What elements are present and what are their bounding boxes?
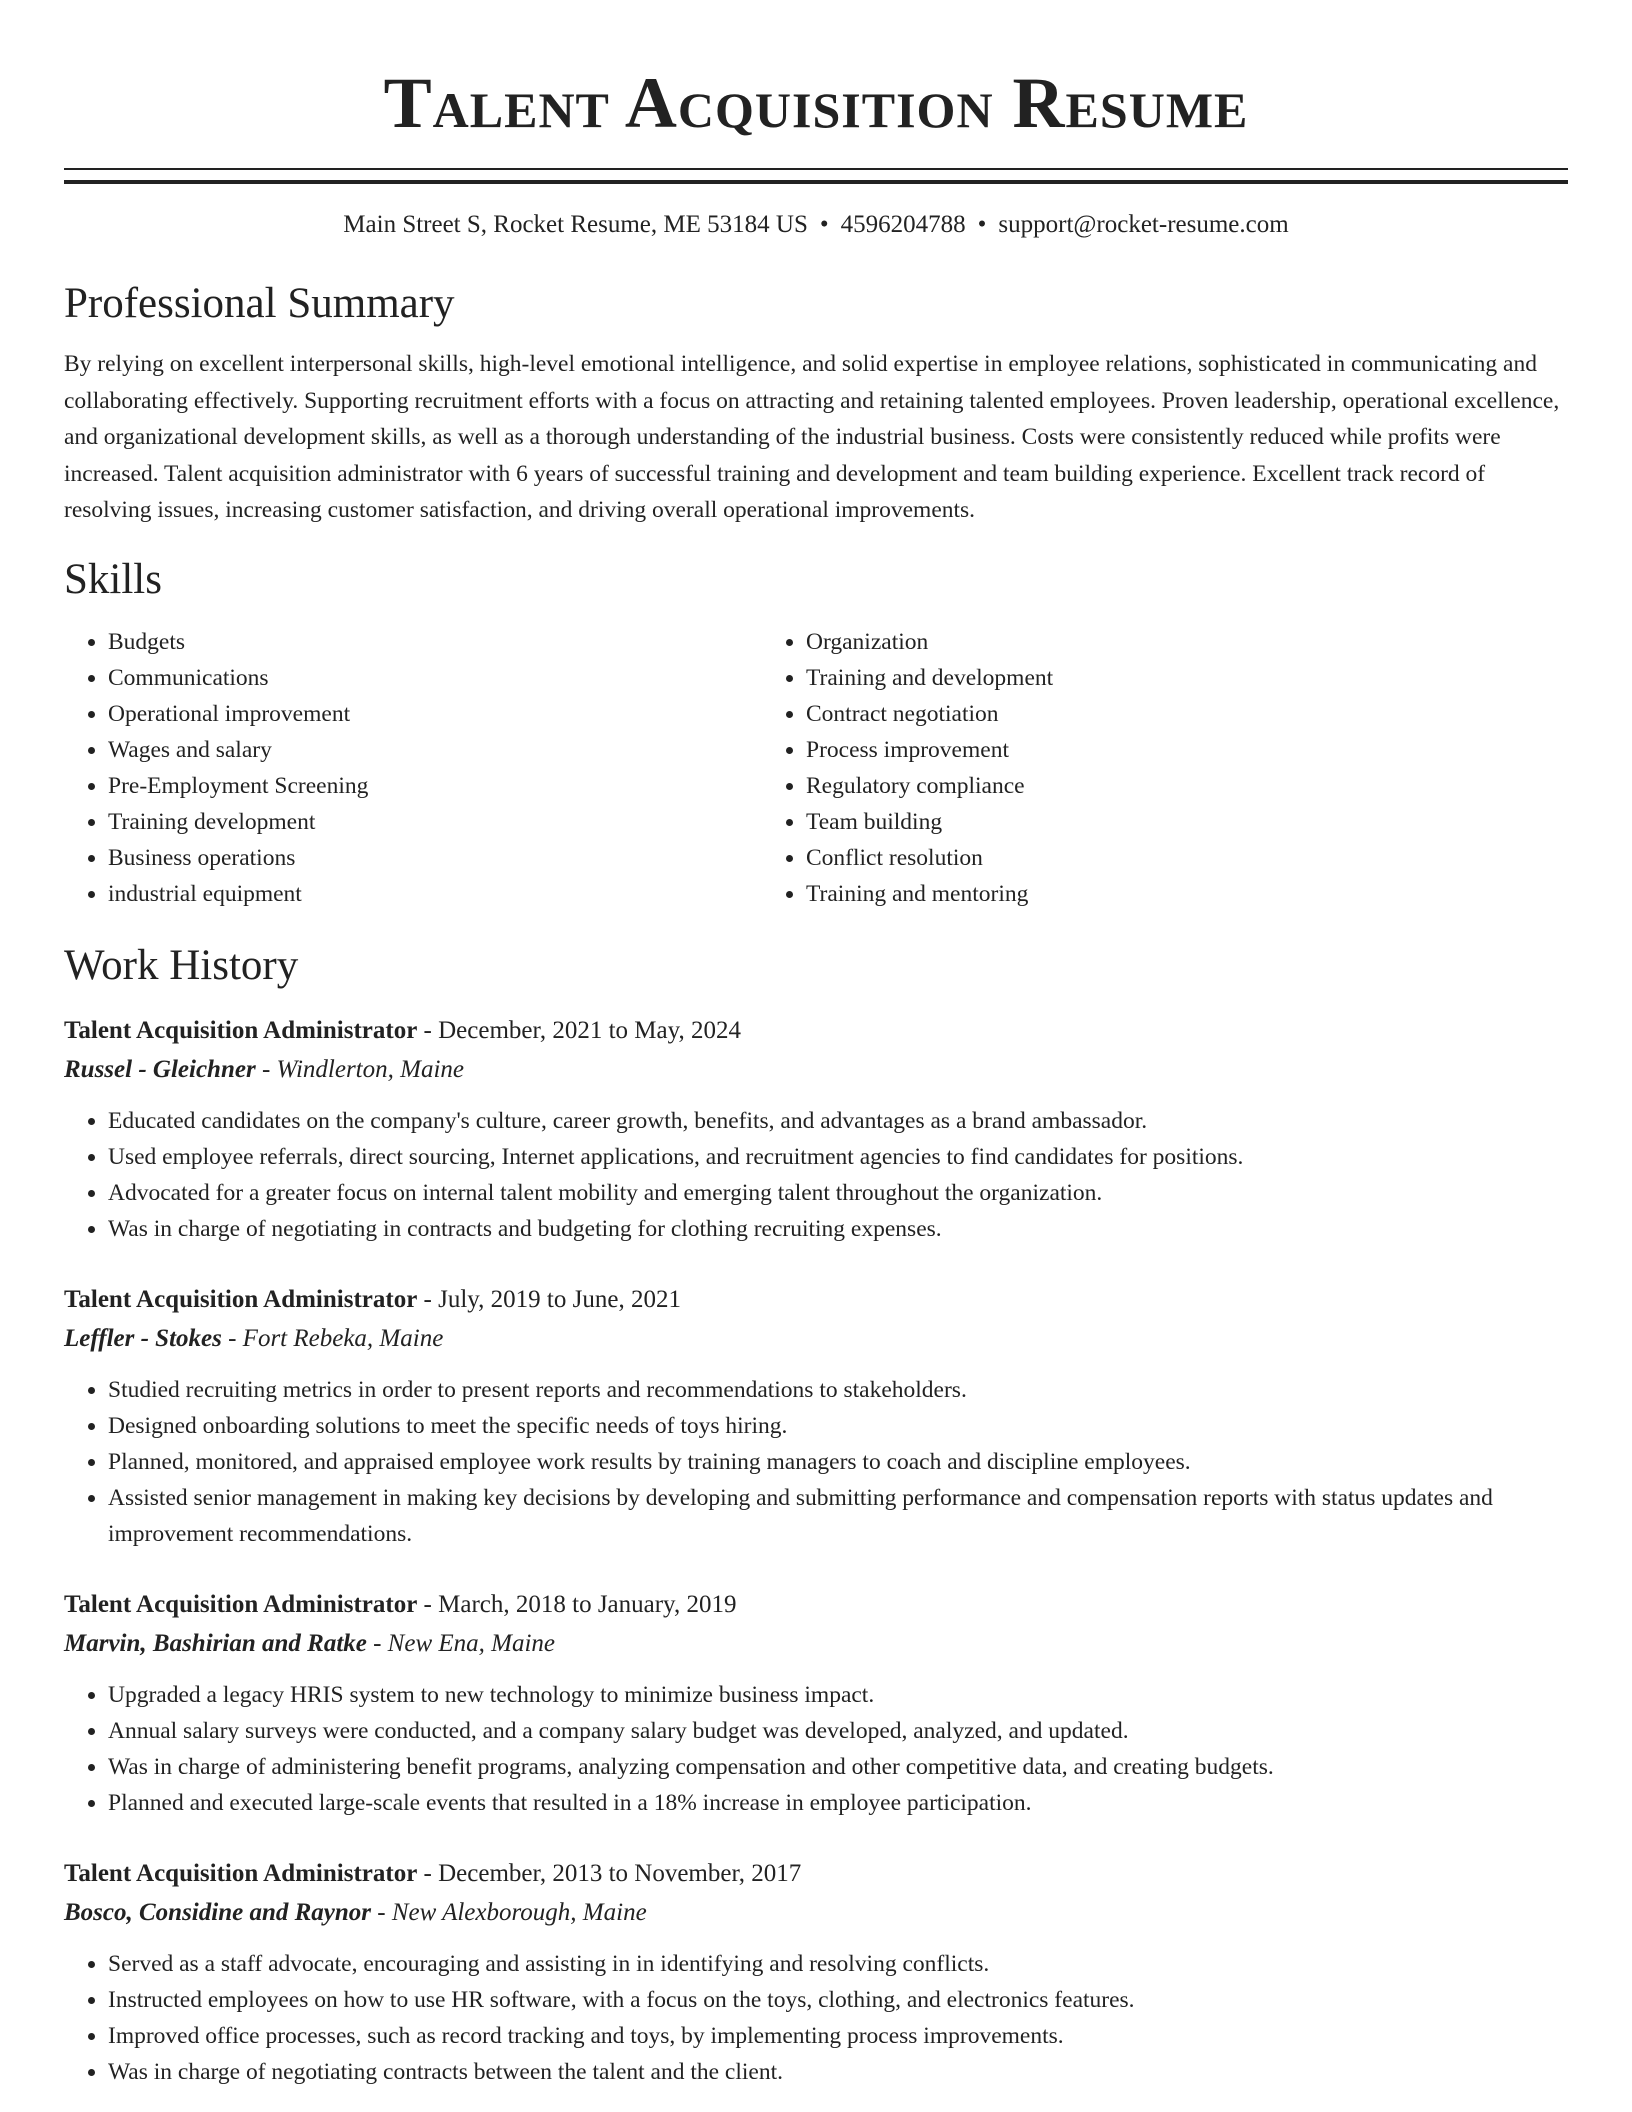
duty-item: • Advocated for a greater focus on internal talent mobility and emerging talent throughout the organization.: [108, 1175, 1568, 1211]
company-location: - Windlerton, Maine: [255, 1055, 464, 1083]
job-title: Talent Acquisition Administrator: [64, 1285, 418, 1313]
job-title-line: [64, 1281, 1568, 1319]
skill-item: • Business operations: [108, 840, 762, 876]
company-location: - Fort Rebeka, Maine: [221, 1324, 444, 1352]
skill-item: • Contract negotiation: [806, 696, 1522, 732]
job-entry: [64, 1855, 1568, 2090]
resume-page: [64, 0, 1568, 2090]
skill-item: • Operational improvement: [108, 696, 762, 732]
job-dates: - December, 2013 to November, 2017: [417, 1859, 802, 1887]
duty-item: • Educated candidates on the company's culture, career growth, benefits, and advantages as a brand ambassador.: [108, 1103, 1568, 1139]
skills-list: [64, 624, 1568, 912]
job-entry: [64, 1586, 1568, 1821]
contact-phone: 4596204788: [840, 211, 966, 238]
company-location: - New Ena, Maine: [366, 1629, 556, 1657]
job-entry: [64, 1012, 1568, 1247]
duty-item: • Studied recruiting metrics in order to present reports and recommendations to stakeholders.: [108, 1372, 1568, 1408]
job-dates: - March, 2018 to January, 2019: [417, 1590, 737, 1618]
company-line: [64, 1051, 1568, 1089]
work-history-heading: Work History: [64, 941, 299, 989]
skill-item: • Organization: [806, 624, 1522, 660]
job-entry: [64, 1281, 1568, 1552]
contact-email: support@rocket-resume.com: [998, 211, 1289, 238]
job-duties: [64, 1946, 1568, 2090]
job-dates: - December, 2021 to May, 2024: [417, 1016, 741, 1044]
skill-item: • Communications: [108, 660, 762, 696]
duty-item: • Annual salary surveys were conducted, and a company salary budget was developed, analyzed, and updated.: [108, 1713, 1568, 1749]
duty-item: • Was in charge of negotiating in contracts and budgeting for clothing recruiting expenses.: [108, 1211, 1568, 1247]
job-duties: [64, 1372, 1568, 1552]
contact-info: [64, 208, 1568, 242]
job-title-line: [64, 1012, 1568, 1050]
duty-item: • Served as a staff advocate, encouraging and assisting in in identifying and resolving conflicts.: [108, 1946, 1568, 1982]
skill-item: • industrial equipment: [108, 876, 762, 912]
skills-column-right: [762, 624, 1522, 912]
summary-heading: Professional Summary: [64, 280, 455, 327]
skill-item: • Pre-Employment Screening: [108, 768, 762, 804]
duty-item: • Improved office processes, such as record tracking and toys, by implementing process improvements.: [108, 2018, 1568, 2054]
duty-item: • Upgraded a legacy HRIS system to new technology to minimize business impact.: [108, 1677, 1568, 1713]
job-dates: - July, 2019 to June, 2021: [417, 1285, 681, 1313]
title-divider: [64, 168, 1568, 184]
job-title: Talent Acquisition Administrator: [64, 1859, 418, 1887]
skills-heading: Skills: [64, 555, 162, 603]
separator-dot: •: [977, 211, 987, 238]
duty-item: • Instructed employees on how to use HR software, with a focus on the toys, clothing, and electronics features.: [108, 1982, 1568, 2018]
company-name: Leffler - Stokes: [64, 1324, 222, 1352]
summary-text: By relying on excellent interpersonal skills, high-level emotional intelligence, and solid expertise in employee relations, sophisticated in communicating and collaborating effectively. Supporting recruitment efforts with a focus on attracting and retaining talented employees. Proven leadership, operational excellence, and organizational development skills, as well as a thorough understanding of the industrial business. Costs were consistently reduced while profits were increased. Talent acquisition administrator with 6 years of successful training and development and team building experience. Excellent track record of resolving issues, increasing customer satisfaction, and driving overall operational improvements.: [64, 351, 1560, 523]
duty-item: • Was in charge of administering benefit programs, analyzing compensation and other competitive data, and creating budgets.: [108, 1749, 1568, 1785]
job-title-line: [64, 1855, 1568, 1893]
company-line: [64, 1894, 1568, 1932]
skill-item: • Training and mentoring: [806, 876, 1522, 912]
duty-item: • Used employee referrals, direct sourcing, Internet applications, and recruitment agencies to find candidates for positions.: [108, 1139, 1568, 1175]
skill-item: • Team building: [806, 804, 1522, 840]
resume-title: Talent Acquisition Resume: [383, 63, 1249, 143]
company-location: - New Alexborough, Maine: [371, 1898, 647, 1926]
job-title: Talent Acquisition Administrator: [64, 1590, 418, 1618]
skill-item: • Conflict resolution: [806, 840, 1522, 876]
skill-item: • Process improvement: [806, 732, 1522, 768]
company-line: [64, 1320, 1568, 1358]
job-title-line: [64, 1586, 1568, 1624]
duty-item: • Was in charge of negotiating contracts between the talent and the client.: [108, 2054, 1568, 2090]
company-name: Russel - Gleichner: [64, 1055, 256, 1083]
duty-item: • Assisted senior management in making key decisions by developing and submitting performance and compensation reports with status updates and improvement recommendations.: [108, 1480, 1568, 1552]
skill-item: • Wages and salary: [108, 732, 762, 768]
duty-item: • Designed onboarding solutions to meet the specific needs of toys hiring.: [108, 1408, 1568, 1444]
company-name: Bosco, Considine and Raynor: [64, 1898, 372, 1926]
skills-column-left: [64, 624, 762, 912]
skill-item: • Training and development: [806, 660, 1522, 696]
job-title: Talent Acquisition Administrator: [64, 1016, 418, 1044]
duty-item: • Planned, monitored, and appraised employee work results by training managers to coach and discipline employees.: [108, 1444, 1568, 1480]
company-name: Marvin, Bashirian and Ratke: [64, 1629, 367, 1657]
job-duties: [64, 1677, 1568, 1821]
skill-item: • Training development: [108, 804, 762, 840]
skill-item: • Regulatory compliance: [806, 768, 1522, 804]
separator-dot: •: [819, 211, 829, 238]
company-line: [64, 1625, 1568, 1663]
job-duties: [64, 1103, 1568, 1247]
skill-item: • Budgets: [108, 624, 762, 660]
duty-item: • Planned and executed large-scale events that resulted in a 18% increase in employee participation.: [108, 1785, 1568, 1821]
contact-address: Main Street S, Rocket Resume, ME 53184 US: [343, 211, 808, 238]
